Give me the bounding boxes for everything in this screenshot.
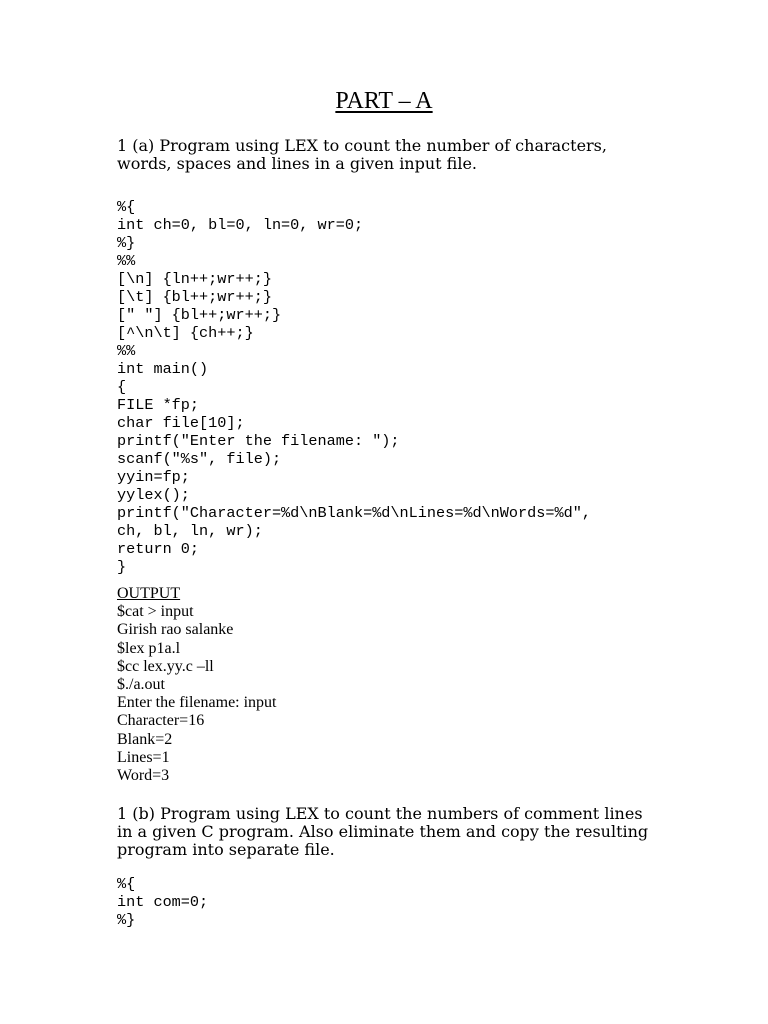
heading-line: 1 (a) Program using LEX to count the number of characters,	[117, 136, 607, 155]
code-line: [\n] {ln++;wr++;}	[117, 270, 272, 288]
code-line: yyin=fp;	[117, 468, 190, 486]
output-line: Character=16	[117, 712, 205, 730]
code-line: printf("Enter the filename: ");	[117, 432, 400, 450]
code-line: return 0;	[117, 540, 200, 558]
output-line: Enter the filename: input	[117, 694, 277, 712]
code-line: %{	[117, 875, 136, 893]
code-line: int ch=0, bl=0, ln=0, wr=0;	[117, 216, 364, 234]
section-a-heading	[117, 137, 657, 173]
output-label: OUTPUT	[117, 585, 181, 602]
code-line: [\t] {bl++;wr++;}	[117, 288, 272, 306]
code-line: int main()	[117, 360, 209, 378]
code-line: [^\n\t] {ch++;}	[117, 324, 254, 342]
code-line: scanf("%s", file);	[117, 450, 282, 468]
heading-line: program into separate file.	[117, 840, 335, 859]
code-line: [" "] {bl++;wr++;}	[117, 306, 282, 324]
code-line: printf("Character=%d\nBlank=%d\nLines=%d\nWords=%d",	[117, 504, 591, 522]
code-line: char file[10];	[117, 414, 245, 432]
output-line: $lex p1a.l	[117, 639, 181, 657]
output-line: Blank=2	[117, 730, 173, 748]
heading-line: words, spaces and lines in a given input file.	[117, 154, 478, 173]
heading-line: in a given C program. Also eliminate them and copy the resulting	[117, 822, 649, 841]
code-line: {	[117, 378, 127, 396]
section-a-output-block	[117, 585, 277, 785]
output-line: $./a.out	[117, 675, 165, 693]
output-line: $cc lex.yy.c –ll	[117, 657, 214, 675]
code-line: %{	[117, 198, 136, 216]
section-a-code-block	[117, 198, 591, 576]
output-line: $cat > input	[117, 603, 194, 621]
code-line: %}	[117, 234, 136, 252]
code-line: }	[117, 558, 127, 576]
section-b-code-block	[117, 875, 208, 929]
code-line: %%	[117, 342, 136, 360]
output-line: Word=3	[117, 766, 170, 784]
output-line: Girish rao salanke	[117, 621, 234, 639]
code-line: yylex();	[117, 486, 190, 504]
section-b-heading	[117, 805, 657, 859]
code-line: int com=0;	[117, 893, 209, 911]
code-line: ch, bl, ln, wr);	[117, 522, 263, 540]
output-line: Lines=1	[117, 748, 170, 766]
heading-line: 1 (b) Program using LEX to count the numbers of comment lines	[117, 804, 643, 823]
code-line: FILE *fp;	[117, 396, 200, 414]
code-line: %%	[117, 252, 136, 270]
code-line: %}	[117, 911, 136, 929]
page-title: PART – A	[335, 88, 433, 114]
